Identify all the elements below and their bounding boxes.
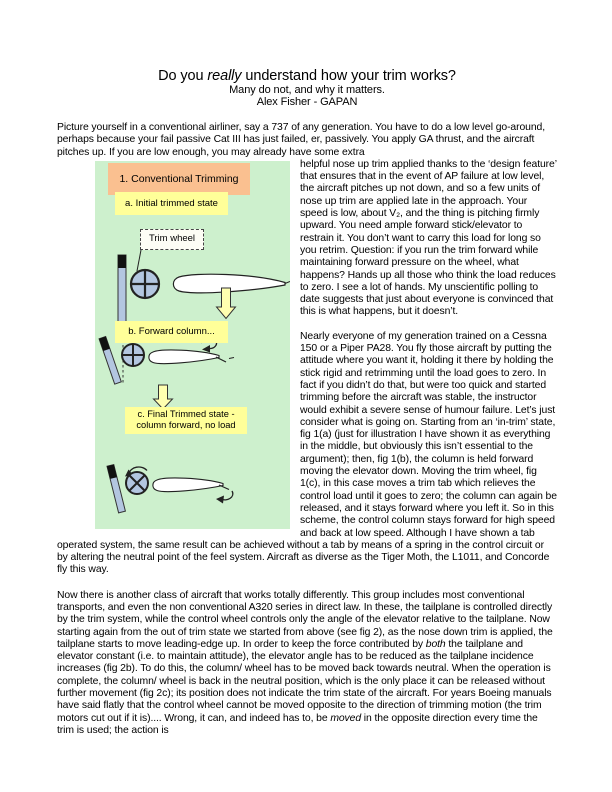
- paragraph-intro-continued: helpful nose up trim applied thanks to the ‘design feature’ that ensures that in the event of AP failure at low level, the aircraft pitches up not down, and so a few units of nose up trim are applied late in the approach. Your speed is low, about V₂, and the thing is pitching firmly upward. You need ample forward stick/elevator to restrain it. You don’t want to carry this load for long so you retrim. Question: if you run the trim forward while maintaining forward pressure on the wheel, what happens? Hands up all those who think the load reduces to zero. I see a lot of hands. My unscientific polling to date suggests that just about everyone is convinced that this is what happens, but it doesn’t.: [300, 158, 557, 318]
- paragraph-tab-trimming: Nearly everyone of my generation trained on a Cessna 150 or a Piper PA28. You fly those aircraft by putting the attitude where you want it, holding it there by holding the stick rigid and retrimming until the load goes to zero. In fact if you didn’t do that, but were too quick and started trimming before the aircraft was stable, the instructor would exhibit a severe sense of humour failure. Let’s just consider what is going on. Starting from an ‘in-trim’ state, fig 1(a) (just for illustration I have shown it as everything in the middle, but obviously this isn’t essential to the argument); then, fig 1(b), the column is held forward moving the elevator down. Moving the trim wheel, fig 1(c), in this case moves a trim tab which relieves the control load until it goes to zero; the column can again be released, and it stays forward where you left it. So in this scheme, the control column stays forward for high speed and back at low speed. Although I have shown a tab operated system, the same result can be achieved without a tab by means of a spring in the control circuit or by altering the neutral point of the feel system. Aircraft as diverse as the Tiger Moth, the L1011, and Concorde fly this way.: [57, 330, 557, 576]
- page-title: [57, 69, 557, 84]
- title-emphasis: really: [207, 68, 242, 84]
- panel-a-drawing: [118, 250, 290, 323]
- trim-wheel-rotated-icon: [126, 472, 148, 494]
- tab-rotation-arrow-icon: [216, 491, 233, 504]
- figure-label-b: b. Forward column...: [115, 321, 228, 343]
- p3-text: Now there is another class of aircraft that works totally differently. This group includes most conventional transports, and even the non conventional A320 series in direct law. In these, the tailplane is controlled directly by the trim system, while the control wheel controls only the angle of the elevator relative to the tailplane. Now starting again from the out of trim state we started from above (see fig 2), as the nose down trim is applied, the tailplane starts to move leading-edge up. In order to keep the force contributed by: [57, 589, 553, 650]
- subtitle: Many do not, and why it matters.: [229, 84, 385, 96]
- figure-label-c: c. Final Trimmed state - column forward, no load: [125, 407, 247, 434]
- trim-wheel-icon: [131, 270, 159, 298]
- trim-wheel-callout: Trim wheel: [140, 229, 204, 250]
- callout-leader-line: [137, 250, 141, 271]
- airfoil-icon: [173, 274, 290, 293]
- p3-emphasis-both: both: [425, 638, 446, 650]
- p3-text: in the opposite direction every time the trim is used; the action is: [57, 712, 538, 736]
- panel-c-drawing: [107, 464, 233, 512]
- p3-emphasis-moved: moved: [330, 712, 362, 724]
- title-text-end: understand how your trim works?: [241, 68, 456, 84]
- title-text: Do you: [158, 68, 208, 84]
- control-column-forward-icon: [99, 336, 121, 384]
- figure-label-a: a. Initial trimmed state: [115, 192, 228, 215]
- figure-title: 1. Conventional Trimming: [108, 163, 250, 195]
- down-arrow-icon: [154, 385, 173, 409]
- airfoil-trim-tab-icon: [153, 478, 229, 492]
- p3-text: the tailplane and elevator constant (i.e. to maintain attitude), the elevator angle has to be reduced as the tailplane incidence increases (fig 2b). To do this, the column/ wheel has to be moved back towards neutral. When the operation is complete, the column/ wheel is back in the neutral position, which is the only place it can be released without further movement (fig 2c); its position does not indicate the trim state of the aircraft. For years Boeing manuals have said flatly that the control wheel cannot be moved opposite to the direction of trimming motion (the trim motors cut out if it is).... Wrong, it can, and indeed has to, be: [57, 638, 552, 724]
- paragraph-tailplane-trimming: [57, 590, 557, 738]
- trim-wheel-icon: [122, 344, 144, 366]
- control-column-icon: [118, 255, 126, 323]
- author-line: Alex Fisher - GAPAN: [256, 96, 358, 108]
- paragraph-intro: Picture yourself in a conventional airliner, say a 737 of any generation. You have to do a low level go-around, perhaps because your fail passive Cat III has just failed, er, passively. You apply GA thrust, and the aircraft pitches up. If you are low enough, you may already have some extra: [57, 122, 545, 158]
- figure-drawing: [95, 161, 290, 529]
- airfoil-elevator-down-icon: [149, 350, 234, 364]
- figure-1-conventional-trimming: [95, 161, 290, 529]
- control-column-forward-icon: [107, 464, 125, 512]
